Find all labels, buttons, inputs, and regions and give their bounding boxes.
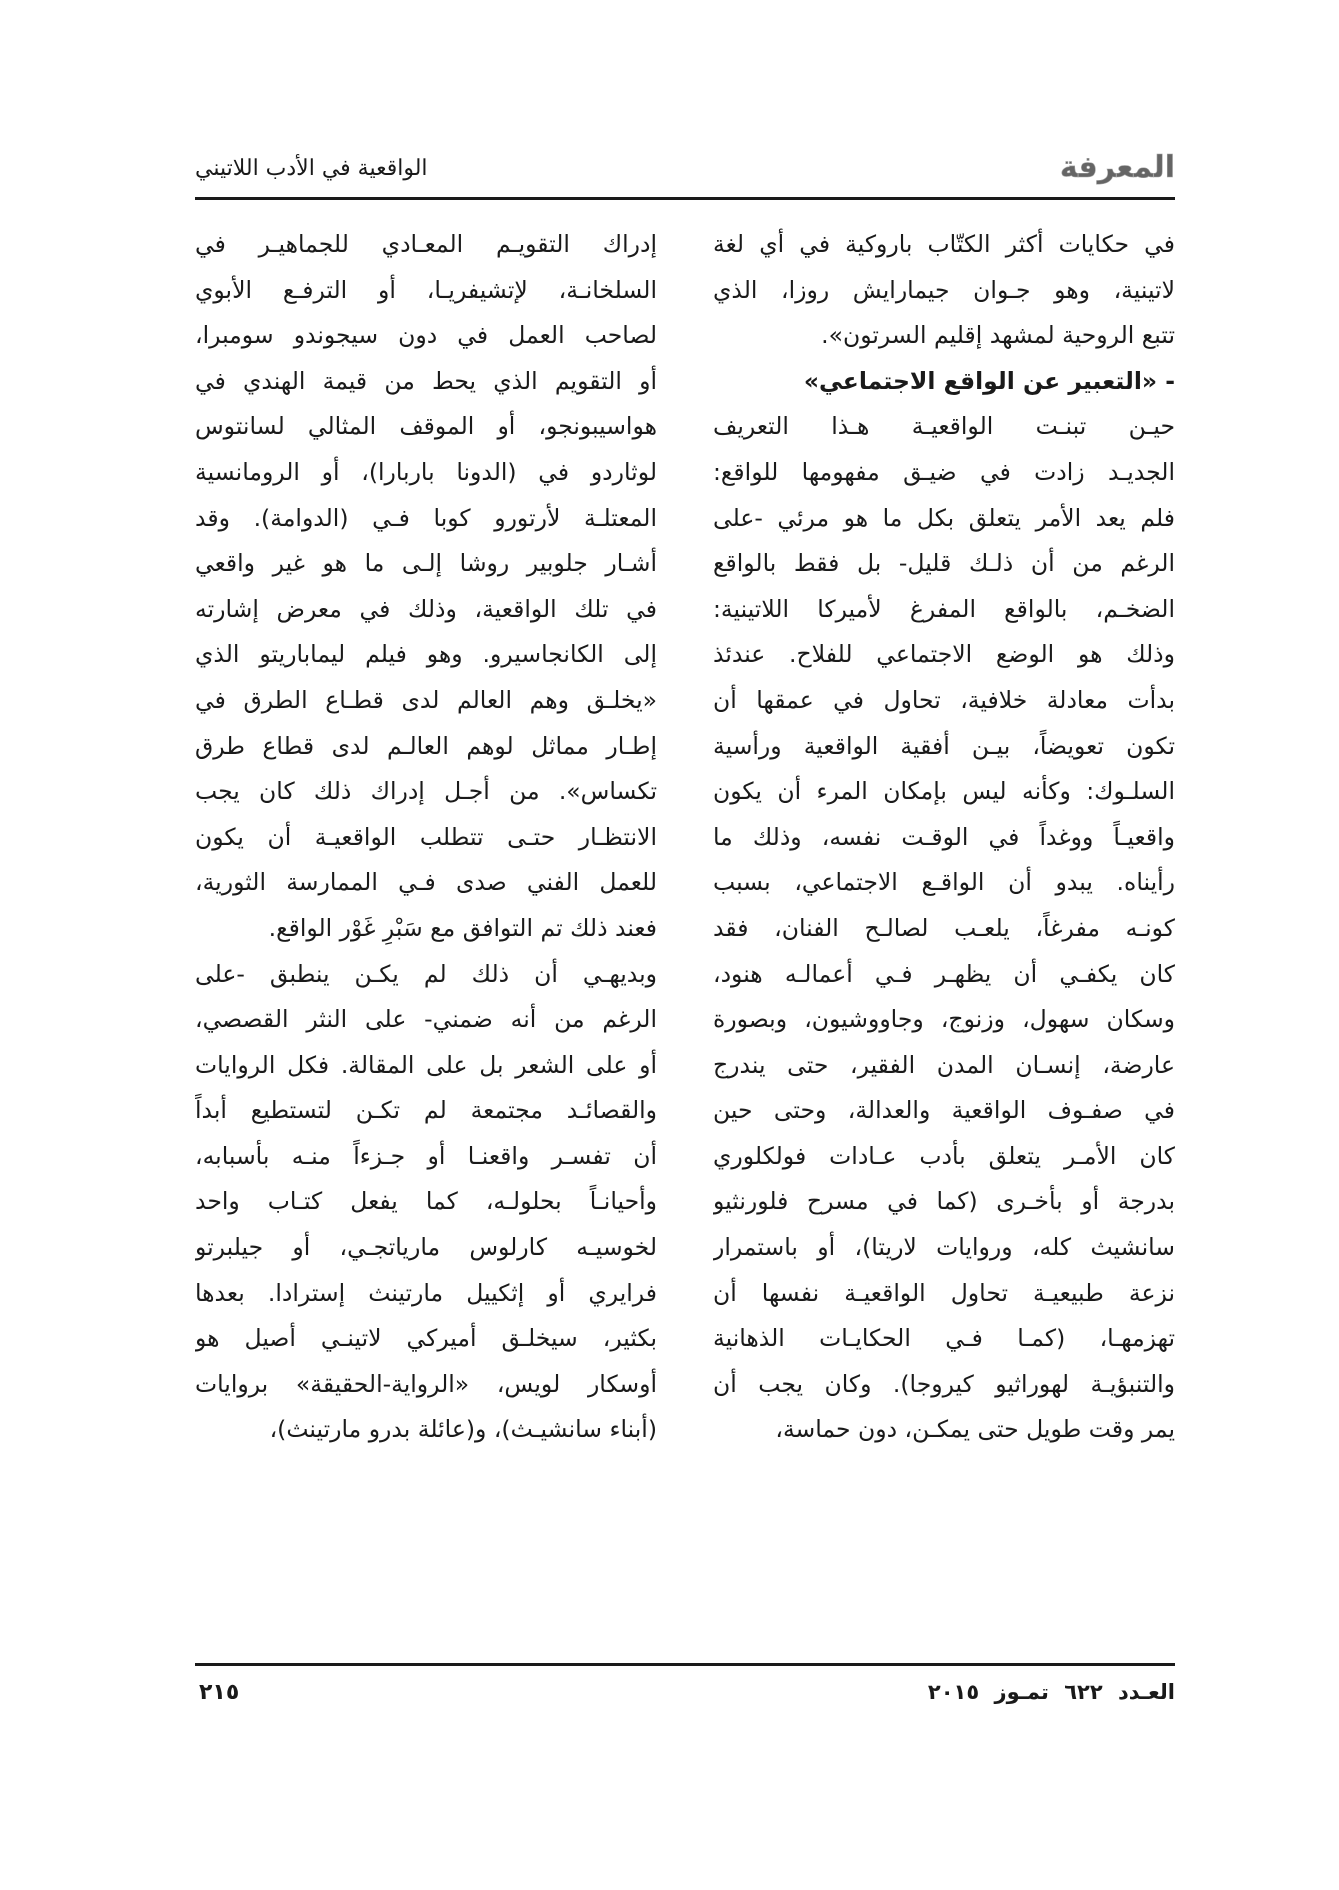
text-line: إلى الكانجاسيرو. وهو فيلم ليماباريتو الذي [195,640,657,669]
text-line: تتبع الروحية لمشهد إقليم السرتون». [821,321,1175,350]
text-line: واقعيـاً ووغداً في الوقـت نفسه، وذلك ما [713,822,1175,851]
text-line: عارضة، إنسـان المدن الفقير، حتى يندرج [713,1050,1175,1079]
page-footer [195,1680,1175,1720]
text-line: تهزمهـا، (كمـا فـي الحكايـات الذهانية [713,1324,1175,1353]
text-line: تكون تعويضاً، بيـن أفقية الواقعية ورأسية [713,731,1175,760]
text-line: في حكايات أكثر الكتّاب باروكية في أي لغة [713,230,1175,258]
text-line: فعند ذلك تم التوافق مع سَبْرِ غَوْر الواقع. [268,913,657,942]
text-line: كان يكفـي أن يظهـر فـي أعمالـه هنود، [713,959,1175,988]
footer-divider [195,1663,1175,1666]
text-line: في تلك الواقعية، وذلك في معرض إشارته [195,594,657,623]
text-line: لاتينية، وهو جـوان جيمارايش روزا، الذي [713,275,1175,304]
text-line: (أبناء سانشيـث)، و(عائلة بدرو مارتينث)، [269,1415,657,1444]
text-line: الرغم من أن ذلـك قليل- بل فقط بالواقع [713,549,1175,578]
text-line: فرايري أو إثكييل مارتينث إسترادا. بعدها [195,1278,657,1307]
text-line: أو على الشعر بل على المقالة. فكل الروايات [195,1050,657,1079]
text-line: الرغم من أنه ضمني- على النثر القصصي، [195,1005,657,1034]
text-line: السلـوك: وكأنه ليس بإمكان المرء أن يكون [713,777,1175,806]
text-line: الضخـم، بالواقع المفرغ لأميركا اللاتينية: [713,594,1175,623]
text-line: هواسيبونجو، أو الموقف المثالي لسانتوس [195,412,657,441]
text-line: في صفـوف الواقعية والعدالة، وحتى حين [713,1096,1175,1125]
left-text-column [195,222,657,1453]
text-line: سانشيث كله، وروايات لاريتا)، أو باستمرار [713,1233,1175,1262]
text-line: لخوسيـه كارلوس مارياتجـي، أو جيلبرتو [195,1233,657,1262]
magazine-logo: المعرفة [1059,150,1175,185]
text-line: كان الأمـر يتعلق بأدب عـادات فولكلوري [713,1141,1175,1170]
text-line: رأيناه. يبدو أن الواقـع الاجتماعي، بسبب [713,868,1175,897]
text-line: فلم يعد الأمر يتعلق بكل ما هو مرئي -على [713,503,1175,532]
text-line: إطـار مماثل لوهم العالـم لدى قطاع طرق [195,731,657,760]
page-header [195,150,1175,196]
text-line: وأحيانـاً بحلولـه، كما يفعل كتـاب واحد [195,1187,657,1216]
text-line: أشـار جلوبير روشا إلـى ما هو غير واقعي [195,549,657,578]
text-line: المعتلـة لأرتورو كوبا فـي (الدوامة). وقد [195,503,657,532]
text-line: أو التقويم الذي يحط من قيمة الهندي في [195,366,657,395]
header-divider [195,197,1175,200]
text-line: كونـه مفرغاً، يلعـب لصالـح الفنان، فقد [713,913,1175,942]
running-title: الواقعية في الأدب اللاتيني [195,156,428,181]
text-line: أن تفسـر واقعنـا أو جـزءاً منـه بأسبابه، [195,1141,657,1170]
text-line: وذلك هو الوضع الاجتماعي للفلاح. عندئذ [713,640,1175,669]
text-line: لصاحب العمل في دون سيجوندو سومبرا، [195,321,657,350]
text-line: - «التعبير عن الواقع الاجتماعي» [803,366,1175,395]
text-line: الجديـد زادت في ضيـق مفهومها للواقع: [713,457,1175,486]
page-number: ٢١٥ [199,1680,240,1705]
text-line: بدأت معادلة خلافية، تحاول في عمقها أن [713,685,1175,714]
text-line: نزعة طبيعيـة تحاول الواقعيـة نفسها أن [713,1278,1175,1307]
text-line: إدراك التقويـم المعـادي للجماهيـر في [195,230,657,258]
text-line: يمر وقت طويل حتى يمكـن، دون حماسة، [775,1415,1175,1444]
text-line: حيـن تبنـت الواقعيـة هـذا التعريف [713,412,1175,441]
text-line: والقصائـد مجتمعة لم تكـن لتستطيع أبداً [195,1096,657,1125]
text-line: «يخلـق وهم العالم لدى قطـاع الطرق في [195,685,657,714]
issue-info: العـدد ٦٢٢ تمـوز ٢٠١٥ [927,1680,1175,1704]
text-line: الانتظـار حتـى تتطلب الواقعيـة أن يكون [195,822,657,851]
text-line: تكساس». من أجـل إدراك ذلك كان يجب [195,777,657,806]
text-line: لوثاردو في (الدونا باربارا)، أو الرومانسية [195,457,657,486]
text-line: وسكان سهول، وزنوج، وجاووشيون، وبصورة [713,1005,1175,1034]
text-line: للعمل الفني صدى فـي الممارسة الثورية، [195,868,657,897]
text-line: السلخانـة، لإتشيفريـا، أو الترفـع الأبوي [195,275,657,304]
text-line: وبديهـي أن ذلك لم يكـن ينطبق -على [195,959,657,988]
right-text-column [713,222,1175,1453]
text-line: والتنبؤيـة لهوراثيو كيروجا). وكان يجب أن [713,1369,1175,1398]
text-line: بكثير، سيخلـق أميركي لاتينـي أصيل هو [195,1324,657,1353]
text-line: أوسكار لويس، «الرواية-الحقيقة» بروايات [195,1369,657,1398]
text-line: بدرجة أو بأخـرى (كما في مسرح فلورنثيو [713,1187,1175,1216]
